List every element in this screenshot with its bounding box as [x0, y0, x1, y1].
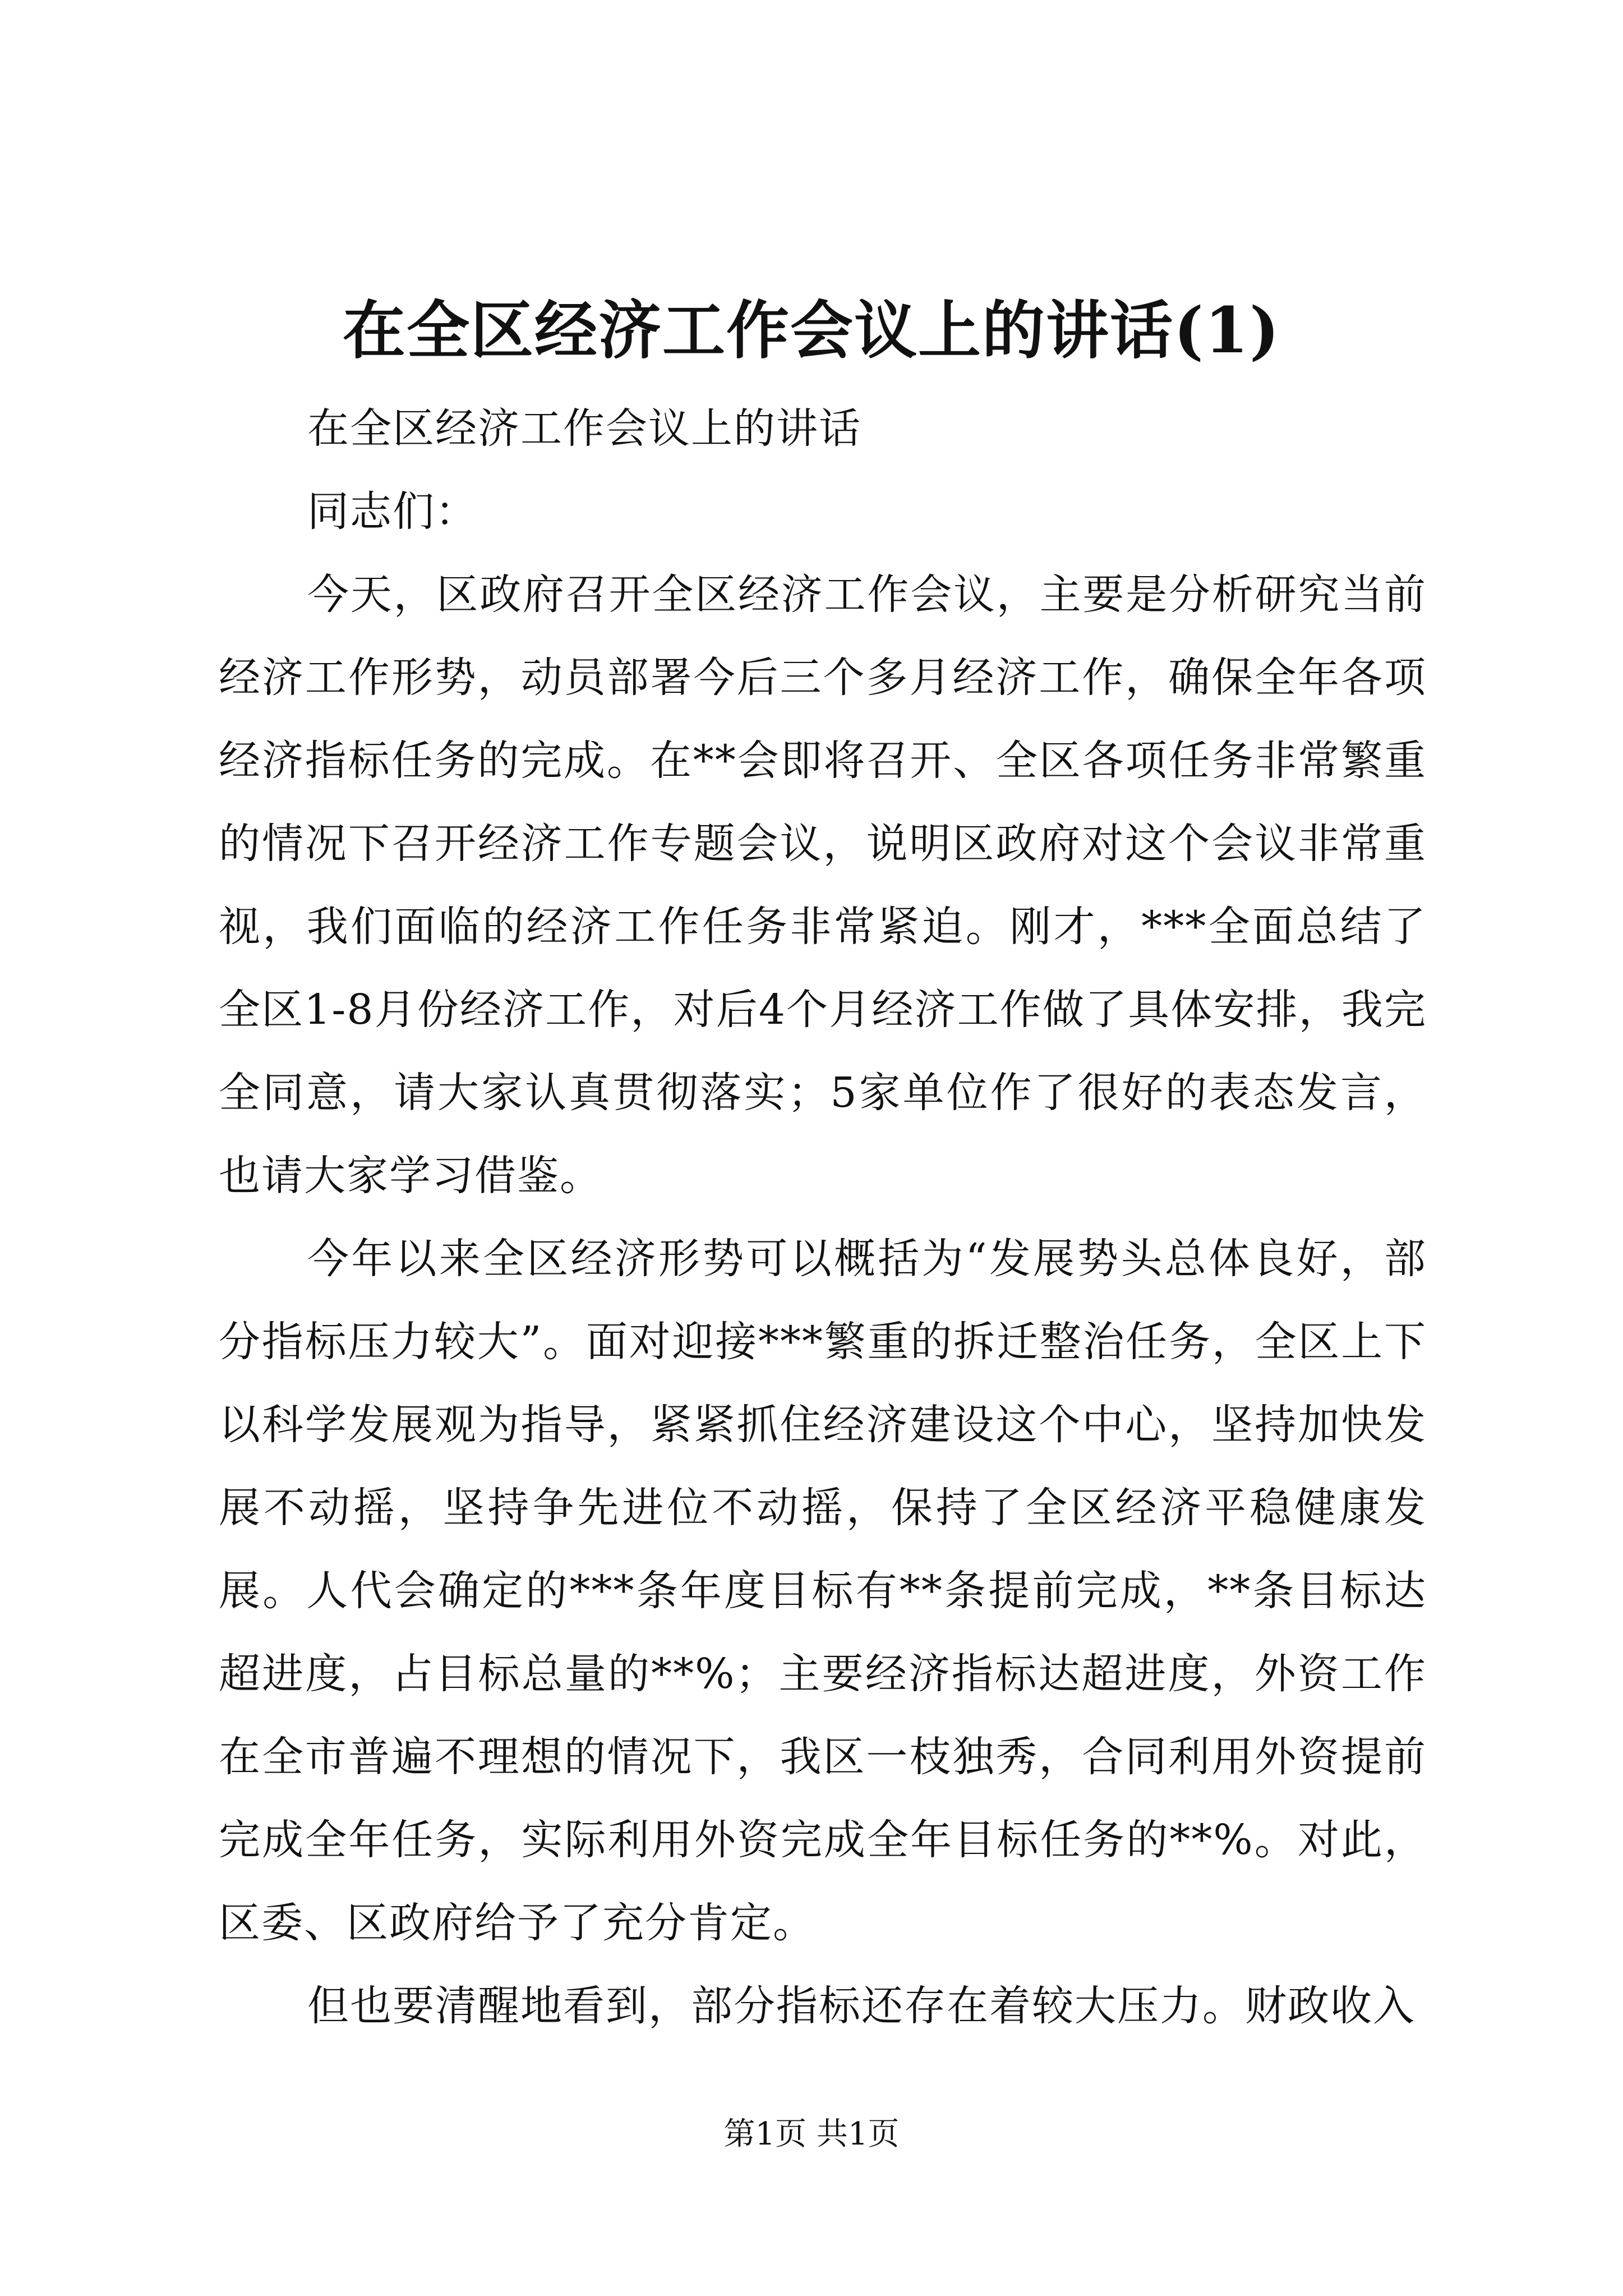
paragraph-subtitle: 在全区经济工作会议上的讲话: [307, 404, 861, 453]
paragraph-situation: 今年以来全区经济形势可以概括为“发展势头总体良好，部分指标压力较大”。面对迎接***繁重的拆迁整治任务，全区上下以科学发展观为指导，紧紧抓住经济建设这个中心，坚持加快发展不动摇，坚持争先进位不动摇，保持了全区经济平稳健康发展。人代会确定的***条年度目标有**条提前完成，**条目标达超进度，占目标总量的**%；主要经济指标达超进度，外资工作在全市普遍不理想的情况下，我区一枝独秀，合同利用外资提前完成全年任务，实际利用外资完成全年目标任务的**%。对此，区委、区政府给予了充分肯定。: [219, 1235, 1427, 1947]
document-body: [219, 387, 1427, 2047]
paragraph-opening: 今天，区政府召开全区经济工作会议，主要是分析研究当前经济工作形势，动员部署今后三个多月经济工作，确保全年各项经济指标任务的完成。在**会即将召开、全区各项任务非常繁重的情况下召开经济工作专题会议，说明区政府对这个会议非常重视，我们面临的经济工作任务非常紧迫。刚才，***全面总结了全区1-8月份经济工作，对后4个月经济工作做了具体安排，我完全同意，请大家认真贯彻落实；5家单位作了很好的表态发言，也请大家学习借鉴。: [219, 570, 1427, 1200]
page-footer: 第1页 共1页: [723, 2116, 900, 2152]
paragraph-pressure: 但也要清醒地看到，部分指标还存在着较大压力。财政收入: [307, 1982, 1415, 2030]
document-title: 在全区经济工作会议上的讲话(1): [343, 294, 1280, 367]
paragraph-salutation: 同志们：: [307, 487, 478, 536]
